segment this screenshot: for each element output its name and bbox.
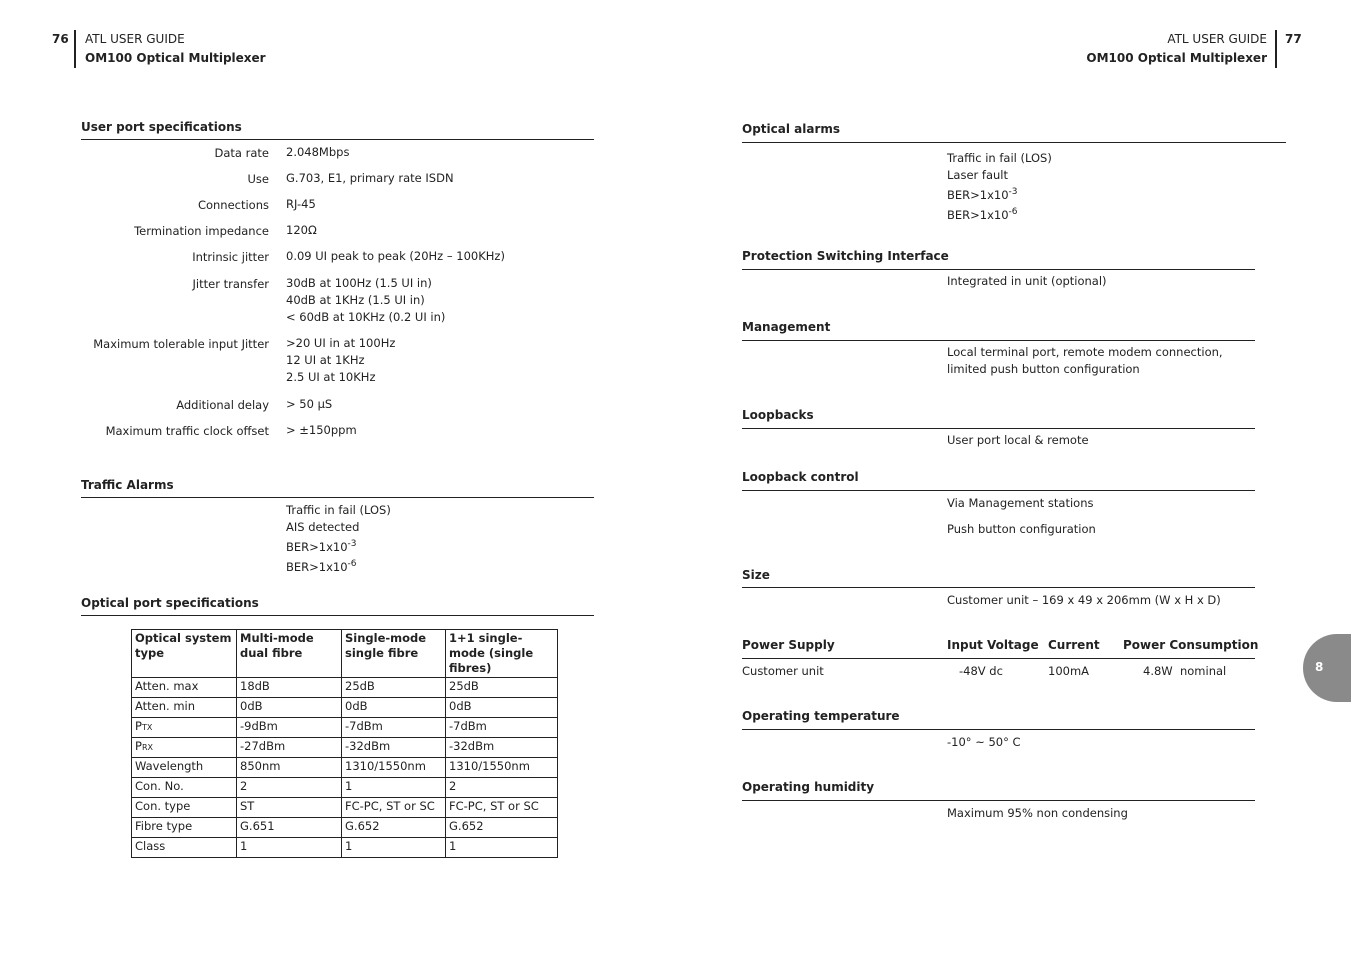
size-title: Size [742,568,770,582]
table-cell: 850nm [237,758,342,778]
table-cell: 1 [342,778,446,798]
table-row [132,718,558,738]
table-cell: 1310/1550nm [446,758,558,778]
table-cell: 0dB [446,698,558,718]
left-page-number: 76 [52,32,69,46]
op-humidity-rule [742,800,1255,801]
power-voltage: -48V dc [959,664,1003,678]
table-cell: Wavelength [132,758,237,778]
power-supply-rule [742,658,1255,659]
power-supply-title: Power Supply [742,638,835,652]
spec-label: Intrinsic jitter [192,250,269,264]
op-humidity-value: Maximum 95% non condensing [947,806,1128,820]
op-temp-rule [742,729,1255,730]
table-cell: Con. No. [132,778,237,798]
spec-label: Data rate [214,146,269,160]
protection-rule [742,269,1255,270]
spec-value: >20 UI in at 100Hz 12 UI at 1KHz 2.5 UI at 10KHz [286,336,396,384]
table-cell: Atten. min [132,698,237,718]
table-row [132,818,558,838]
loopbacks-rule [742,428,1255,429]
spec-label: Maximum tolerable input Jitter [93,337,269,351]
table-row [132,678,558,698]
spec-label: Maximum traffic clock offset [105,424,269,438]
table-cell: -32dBm [342,738,446,758]
chapter-tab [1303,634,1351,702]
table-cell: 2 [237,778,342,798]
spec-value: 0.09 UI peak to peak (20Hz – 100KHz) [286,249,505,263]
size-value: Customer unit – 169 x 49 x 206mm (W x H x D) [947,593,1221,607]
table-cell: Con. type [132,798,237,818]
table-cell: 1 [342,838,446,858]
chapter-tab-number: 8 [1315,660,1324,674]
table-cell: Atten. max [132,678,237,698]
user-port-rule [81,139,594,140]
traffic-alarms-list: Traffic in fail (LOS) AIS detected $BER>1x10^{-3}$ $BER>1x10^{-6}$ [286,503,391,574]
power-current: 100mA [1048,664,1090,678]
spec-value: > ±150ppm [286,423,357,437]
op-humidity-title: Operating humidity [742,780,875,794]
power-voltage-header: Input Voltage [947,638,1039,652]
optical-port-title: Optical port specifications [81,596,259,610]
management-value: Local terminal port, remote modem connection, limited push button configuration [947,345,1223,376]
table-cell: -27dBm [237,738,342,758]
table-cell: PTX [132,718,237,738]
table-row [132,778,558,798]
size-rule [742,587,1255,588]
table-cell: 25dB [342,678,446,698]
table-cell: FC-PC, ST or SC [446,798,558,818]
traffic-alarms-title: Traffic Alarms [81,478,174,492]
table-header: Multi-mode dual fibre [237,630,342,678]
table-cell: -9dBm [237,718,342,738]
right-header-title: ATL USER GUIDE [1167,32,1267,46]
spec-label: Connections [197,198,269,212]
loopbacks-title: Loopbacks [742,408,814,422]
table-cell: -7dBm [446,718,558,738]
spec-value: 120Ω [286,223,317,237]
table-cell: -7dBm [342,718,446,738]
spec-value: G.703, E1, primary rate ISDN [286,171,454,185]
table-cell: G.652 [342,818,446,838]
table-row [132,798,558,818]
table-header: 1+1 single-mode (single fibres) [446,630,558,678]
optical-port-rule [81,615,594,616]
table-row [132,738,558,758]
power-consumption-header: Power Consumption [1123,638,1259,652]
table-header: Optical system type [132,630,237,678]
spec-label: Termination impedance [134,224,269,238]
table-cell: PRX [132,738,237,758]
spec-label: Use [247,172,269,186]
table-cell: G.652 [446,818,558,838]
table-cell: ST [237,798,342,818]
table-cell: Fibre type [132,818,237,838]
optical-alarms-rule [742,142,1286,143]
management-title: Management [742,320,831,334]
table-cell: 0dB [237,698,342,718]
management-rule [742,340,1255,341]
spec-label: Jitter transfer [192,277,269,291]
spec-label: Additional delay [176,398,269,412]
table-cell: 1 [446,838,558,858]
table-cell: 1310/1550nm [342,758,446,778]
spec-value: 2.048Mbps [286,145,350,159]
power-current-header: Current [1048,638,1100,652]
op-temp-value: -10° ~ 50° C [947,735,1021,749]
traffic-alarms-rule [81,497,594,498]
right-header-divider [1275,30,1277,68]
protection-value: Integrated in unit (optional) [947,274,1107,288]
table-cell: 18dB [237,678,342,698]
loopback-control-value-1: Via Management stations [947,496,1094,510]
table-cell: 25dB [446,678,558,698]
op-temp-title: Operating temperature [742,709,900,723]
left-header-title: ATL USER GUIDE [85,32,185,46]
left-header-subtitle: OM100 Optical Multiplexer [85,51,266,65]
loopback-control-rule [742,490,1255,491]
table-cell: G.651 [237,818,342,838]
table-row [132,758,558,778]
power-unit: Customer unit [742,664,824,678]
spec-value: 30dB at 100Hz (1.5 UI in) 40dB at 1KHz (1.5 UI in) < 60dB at 10KHz (0.2 UI in) [286,276,446,324]
table-row [132,698,558,718]
loopback-control-title: Loopback control [742,470,859,484]
table-header-row [132,630,558,678]
table-row [132,838,558,858]
right-page-number: 77 [1285,32,1302,46]
table-header: Single-mode single fibre [342,630,446,678]
loopbacks-value: User port local & remote [947,433,1089,447]
optical-alarms-title: Optical alarms [742,122,841,136]
spec-value: RJ-45 [286,197,316,211]
table-cell: Class [132,838,237,858]
optical-port-table [131,629,558,858]
loopback-control-value-2: Push button configuration [947,522,1096,536]
user-port-title: User port specifications [81,120,242,134]
table-cell: -32dBm [446,738,558,758]
table-cell: 2 [446,778,558,798]
table-cell: 1 [237,838,342,858]
table-cell: 0dB [342,698,446,718]
right-header-subtitle: OM100 Optical Multiplexer [1086,51,1267,65]
protection-title: Protection Switching Interface [742,249,949,263]
table-cell: FC-PC, ST or SC [342,798,446,818]
power-consumption: 4.8W nominal [1143,664,1227,678]
left-header-divider [74,30,76,68]
optical-alarms-list: Traffic in fail (LOS) Laser fault $BER>1x10^{-3}$ $BER>1x10^{-6}$ [947,151,1052,222]
spec-value: > 50 µS [286,397,333,411]
